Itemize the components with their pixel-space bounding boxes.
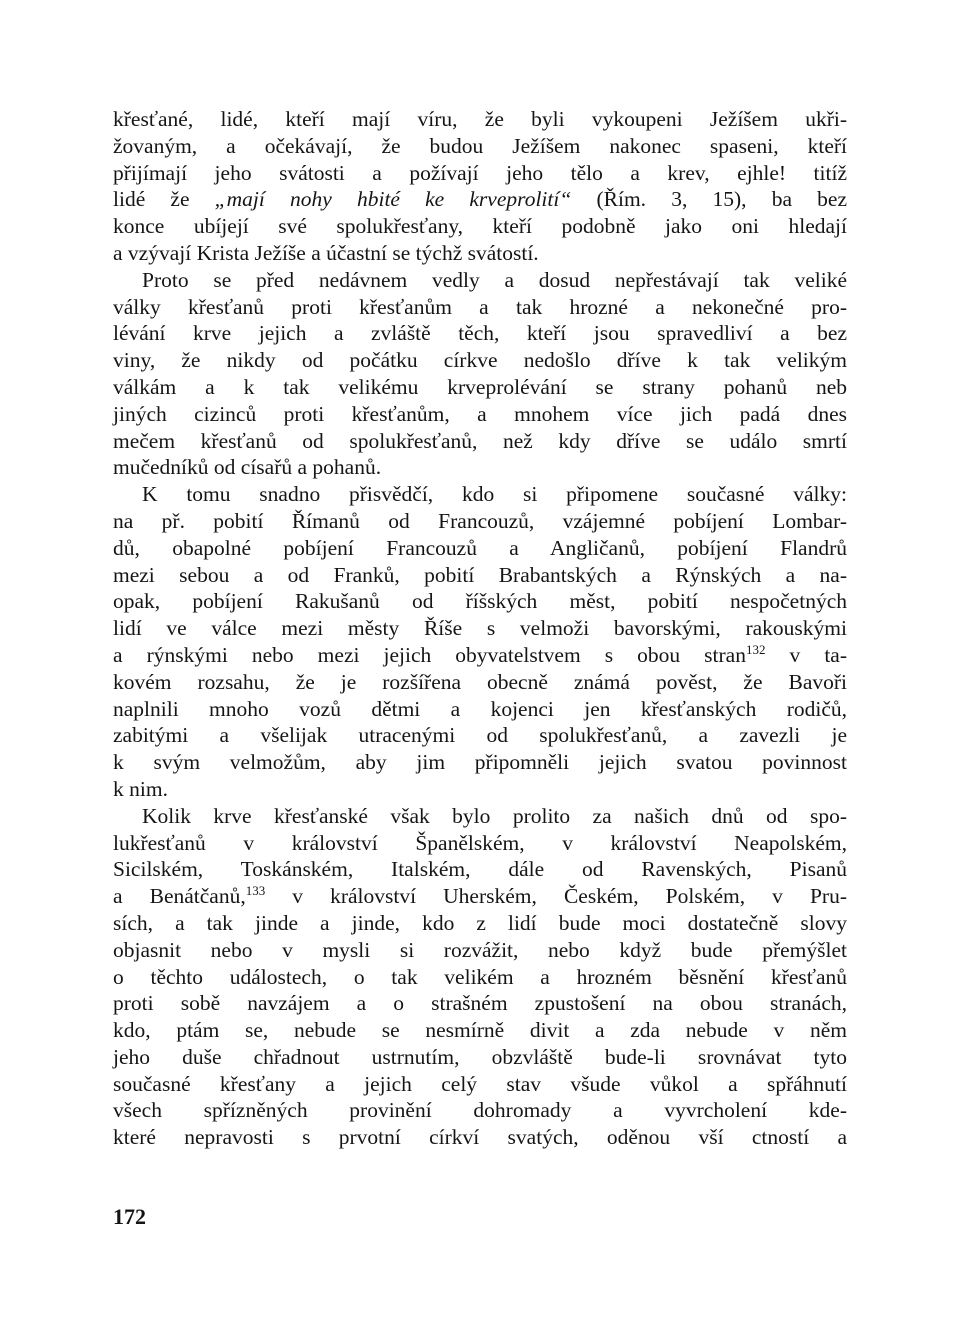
text-segment: v království Uherském, Českém, Polském, v Pru- [265,884,847,909]
text-line: Sicilském, Toskánském, Italském, dále od Ravenských, Pisanů [113,857,847,882]
footnote-marker: 132 [745,641,766,657]
text-line: proti sobě navzájem a o strašném zpustošení na obou stranách, [113,991,847,1016]
text-line: Kolik krve křesťanské však bylo prolito za našich dnů od spo- [142,803,847,828]
text-line: na př. pobití Římanů od Francouzů, vzájemné pobíjení Lombar- [113,508,847,533]
page-body [113,106,847,1151]
text-line: lukřesťanů v království Španělském, v království Neapolském, [113,830,847,855]
text-line: kovém rozsahu, že je rozšířena obecně známá pověst, že Bavoři [113,669,847,694]
text-line: přijímají jeho svátosti a požívají jeho tělo a krev, ejhle! titíž [113,160,847,185]
text-line: sích, a tak jinde a jinde, kdo z lidí bude moci dostatečně slovy [113,910,847,935]
text-line [113,883,847,910]
page-number: 172 [113,1204,146,1229]
text-segment: a Benátčanů, [113,884,246,909]
text-line: kdo, ptám se, nebude se nesmírně divit a zda nebude v něm [113,1018,847,1043]
text-line: o těchto událostech, o tak velikém a hrozném běsnění křesťanů [113,964,847,989]
text-line: a vzývají Krista Ježíše a účastní se týchž svátostí. [113,240,539,265]
text-line: naplnili mnoho vozů dětmi a kojenci jen křesťanských rodičů, [113,696,847,721]
text-line: K tomu snadno přisvědčí, kdo si připomene současné války: [142,482,847,507]
text-line: konce ubíjejí své spolukřesťany, kteří podobně jako oni hledají [113,214,847,239]
text-line: jeho duše chřadnout ustrnutím, obzvláště bude-li srovnávat tyto [113,1044,847,1069]
text-line: Proto se před nedávnem vedly a dosud nepřestávají tak veliké [142,267,847,292]
text-line: mezi sebou a od Franků, pobití Brabantských a Rýnských a na- [113,562,847,587]
text-segment: (Řím. 3, 15), ba bez [571,187,848,212]
text-line: k nim. [113,776,168,801]
text-line: křesťané, lidé, kteří mají víru, že byli vykoupeni Ježíšem ukři- [113,107,847,131]
text-line: války křesťanů proti křesťanům a tak hrozné a nekonečné pro- [113,294,847,319]
text-line: jiných cizinců proti křesťanům, a mnohem více jich padá dnes [113,401,847,426]
text-segment: lidé že [113,187,215,212]
text-line: viny, že nikdy od počátku církve nedošlo dříve k tak velikým [113,348,847,373]
text-line: současné křesťany a jejich celý stav všude vůkol a spřáhnutí [113,1071,847,1096]
text-line: k svým velmožům, aby jim připomněli jejich svatou povinnost [113,750,847,775]
text-line: které nepravosti s prvotní církví svatých, oděnou vší ctností a [113,1125,847,1150]
text-segment: v ta- [765,642,847,667]
text-line: opak, pobíjení Rakušanů od říšských měst, pobití nespočetných [113,589,847,614]
text-line [113,642,847,669]
text-line: mučedníků od císařů a pohanů. [113,455,382,480]
text-line: lidí ve válce mezi městy Říše s velmoži bavorskými, rakouskými [113,616,847,641]
text-line [113,186,847,213]
text-line: dů, obapolné pobíjení Francouzů a Angličanů, pobíjení Flandrů [113,535,847,560]
text-line: zabitými a všelijak utracenými od spolukřesťanů, a zavezli je [113,723,847,748]
text-line: mečem křesťanů od spolukřesťanů, než kdy dříve se událo smrtí [113,428,847,453]
footnote-marker: 133 [245,883,266,899]
text-line: všech spřízněných provinění dohromady a vyvrcholení kde- [113,1098,847,1123]
italic-quote: „mají nohy hbité ke krveprolití“ [214,187,572,212]
text-line: žovaným, a očekávají, že budou Ježíšem nakonec spaseni, kteří [113,133,847,158]
text-line: lévání krve jejich a zvláště těch, kteří jsou spravedliví a bez [113,321,847,346]
text-line: válkám a k tak velikému krveprolévání se strany pohanů neb [113,374,847,399]
text-line: objasnit nebo v mysli si rozvážit, nebo když bude přemýšlet [113,937,847,962]
text-block [113,106,847,1151]
text-segment: a rýnskými nebo mezi jejich obyvatelstvem s obou stran [113,642,746,667]
